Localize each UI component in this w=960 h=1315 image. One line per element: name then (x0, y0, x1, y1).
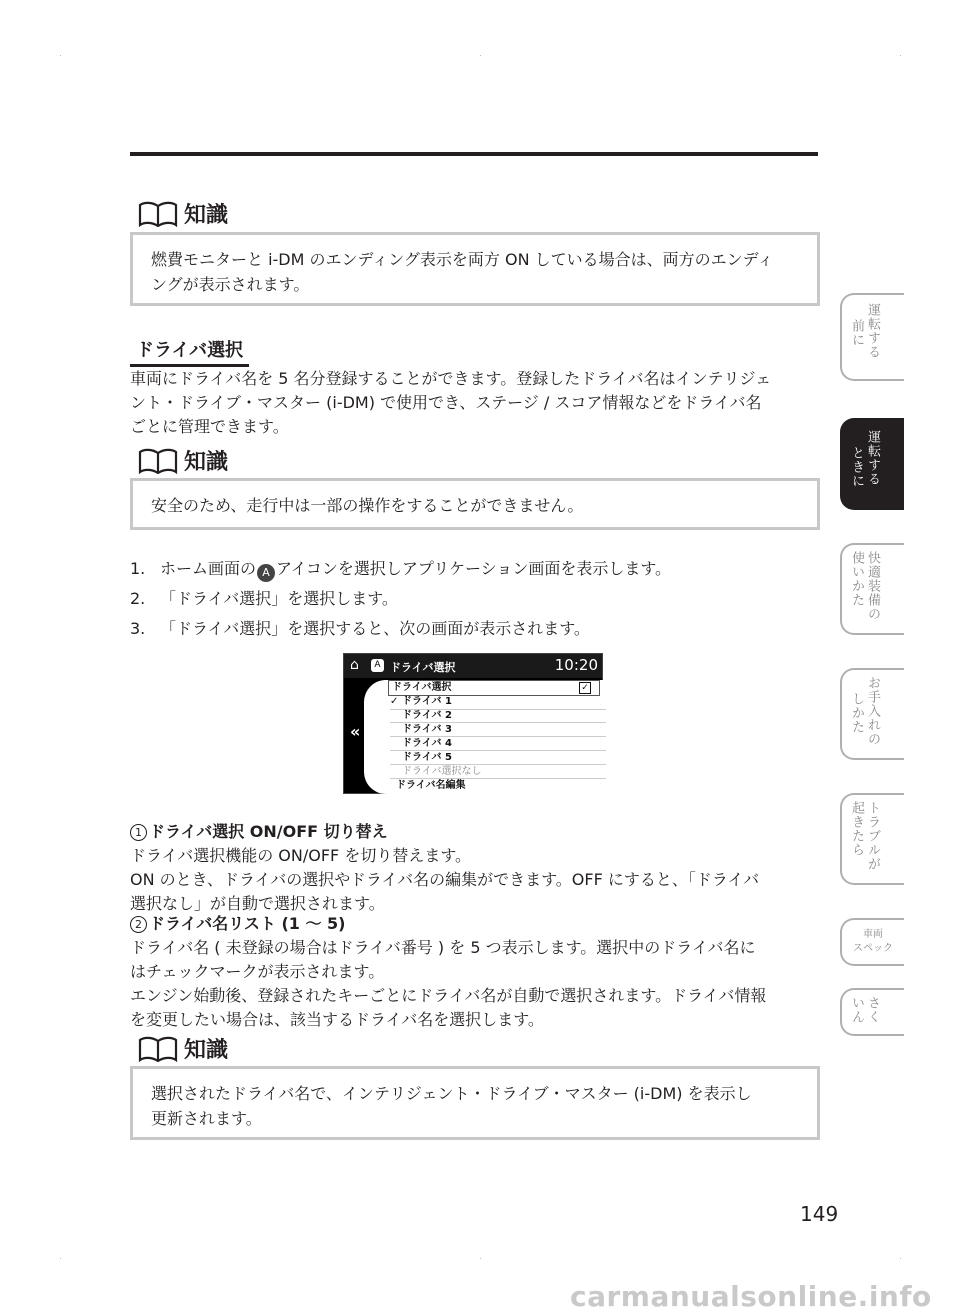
item-line: はチェックマークが表示されます。 (130, 962, 385, 981)
tab-specifications[interactable]: 車両 スペック (840, 918, 904, 966)
page-number: 149 (800, 1202, 839, 1226)
item-line: ドライバ名 ( 未登録の場合はドライバ番号 ) を 5 つ表示します。選択中のドライバ名に (130, 938, 756, 957)
back-chevron-icon[interactable]: « (350, 722, 361, 741)
item-line: ドライバ選択機能の ON/OFF を切り替えます。 (130, 846, 472, 865)
knowledge-heading (138, 1033, 228, 1064)
knowledge-text: 選択されたドライバ名で、インテリジェント・ドライブ・マスター (i-DM) を表示し (151, 1084, 752, 1103)
step-1: 1. ホーム画面の A アイコンを選択しアプリケーション画面を表示します。 (130, 557, 820, 587)
intro-line: 車両にドライバ名を 5 名分登録することができます。登録したドライバ名はインテリジェ (130, 369, 772, 388)
check-icon: ✓ (390, 696, 399, 707)
knowledge-text: 燃費モニターと i-DM のエンディング表示を両方 ON している場合は、両方のエンディ (151, 250, 774, 269)
knowledge-label: 知識 (184, 203, 229, 228)
list-item[interactable]: ドライバ 5 (390, 751, 606, 765)
item-title: 1 ドライバ選択 ON/OFF 切り替え (130, 820, 820, 844)
book-icon (138, 201, 178, 227)
knowledge-box (130, 1066, 820, 1140)
item-description (130, 820, 820, 916)
screen-header (344, 654, 602, 678)
knowledge-label: 知識 (184, 450, 229, 475)
tab-maintenance[interactable]: お手入れの しかた (840, 668, 904, 760)
watermark: carmanualsonline.info (570, 1280, 932, 1313)
checkbox-icon[interactable]: ✓ (579, 682, 591, 694)
app-icon: A (371, 659, 384, 672)
item-description (130, 912, 820, 1032)
tab-before-driving[interactable]: 運転する 前に (840, 293, 904, 381)
list-item[interactable]: ドライバ 2 (390, 709, 606, 723)
item-line: エンジン始動後、登録されたキーごとにドライバ名が自動で選択されます。ドライバ情報 (130, 986, 767, 1005)
header-rule (130, 152, 818, 156)
knowledge-heading (138, 198, 228, 229)
tab-comfort-features[interactable]: 快適装備の 使いかた (840, 543, 904, 635)
steps-list (130, 557, 820, 647)
book-icon (138, 1036, 178, 1062)
driver-list (364, 680, 604, 794)
book-icon (138, 448, 178, 474)
screen-clock: 10:20 (554, 656, 598, 674)
intro-line: ント・ドライブ・マスター (i-DM) で使用でき、ステージ / スコア情報などをドライバ名 (130, 393, 762, 412)
tab-when-driving[interactable]: 運転する ときに (840, 418, 904, 510)
list-item[interactable]: ✓ ドライバ 1 (390, 695, 606, 710)
knowledge-label: 知識 (184, 1038, 229, 1063)
item-line: 選択なし」が自動で選択されます。 (130, 894, 385, 913)
display-screen (343, 653, 603, 794)
knowledge-text: ングが表示されます。 (151, 275, 310, 294)
list-item[interactable]: ドライバ選択なし (390, 765, 606, 779)
knowledge-box (130, 232, 820, 306)
list-item[interactable]: ドライバ 3 (390, 723, 606, 737)
knowledge-text: 安全のため、走行中は一部の操作をすることができません。 (151, 496, 584, 515)
intro-line: ごとに管理できます。 (130, 417, 289, 436)
item-title: 2 ドライバ名リスト (1 〜 5) (130, 912, 820, 936)
screen-title: ドライバ選択 (390, 661, 456, 674)
knowledge-text: 更新されます。 (151, 1109, 262, 1128)
knowledge-heading (138, 445, 228, 476)
step-2: 2. 「ドライバ選択」を選択します。 (130, 589, 398, 608)
step-3: 3. 「ドライバ選択」を選択すると、次の画面が表示されます。 (130, 619, 590, 638)
item-line: を変更したい場合は、該当するドライバ名を選択します。 (130, 1010, 544, 1029)
list-item[interactable]: ドライバ名編集 (396, 780, 466, 791)
app-icon: A (257, 564, 275, 582)
section-title: ドライバ選択 (130, 336, 249, 367)
tab-index[interactable]: さく いん (840, 988, 904, 1036)
intro-paragraph (130, 367, 820, 439)
home-icon[interactable]: ⌂ (350, 657, 359, 673)
driver-select-toggle[interactable]: ドライバ選択 ✓ (388, 680, 600, 696)
knowledge-box (130, 478, 820, 530)
item-line: ON のとき、ドライバの選択やドライバ名の編集ができます。OFF にすると、「ドライバ (130, 870, 760, 889)
tab-troubleshooting[interactable]: トラブルが 起きたら (840, 793, 904, 885)
list-item[interactable]: ドライバ 4 (390, 737, 606, 751)
